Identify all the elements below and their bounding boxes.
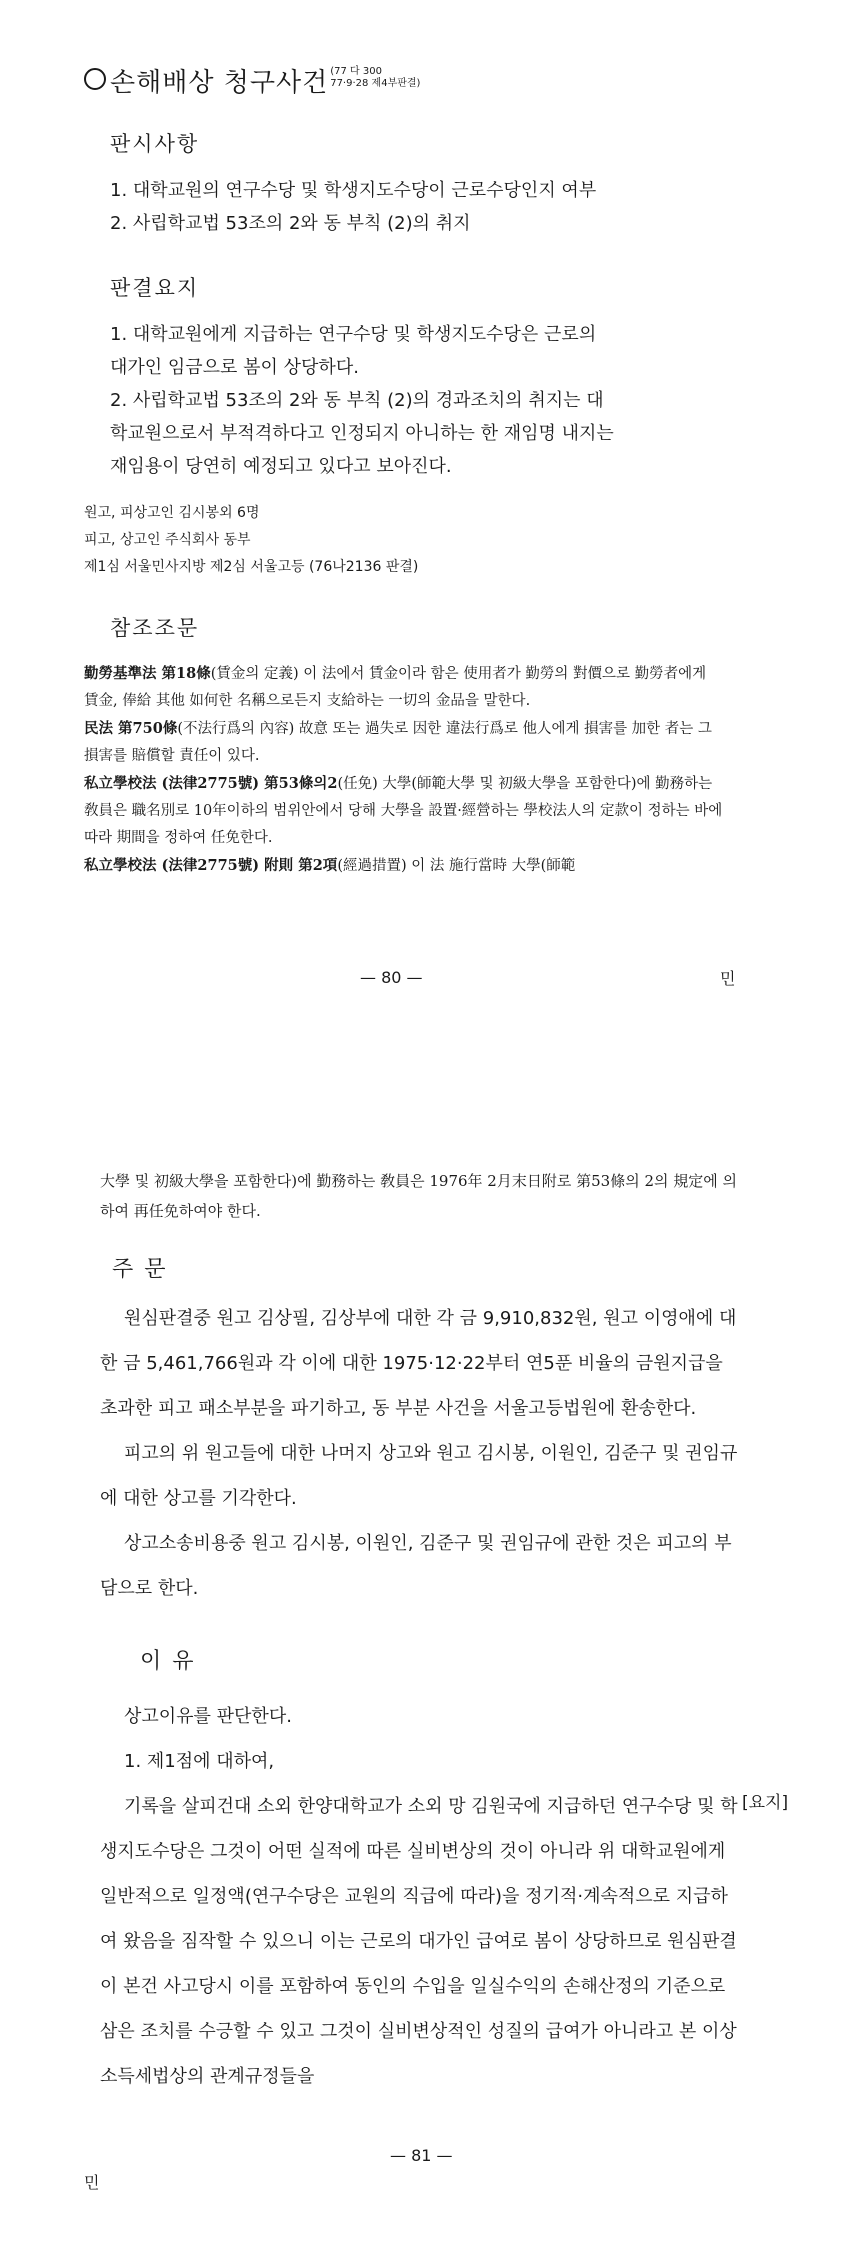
heading-summary: 판결요지 <box>110 276 200 300</box>
ref-item: 私立學校法 (法律2775號) 第53條의2(任免) 大學(師範大學 및 初級大學을 포함한다)에 勤務하는 敎員은 職名別로 10年이하의 범위안에서 당해 大學을 設置·經營하는 學校法人의 定款이 정하는 바에 따라 期間을 정하여 任免한다. <box>84 775 723 846</box>
page-number: — 80 — <box>360 968 423 987</box>
issues-list <box>110 174 730 240</box>
order-paragraph: 원심판결중 원고 김상필, 김상부에 대한 각 금 9,910,832원, 원고 이영애에 대한 금 5,461,766원과 각 이에 대한 1975·12·22부터 연5푼 비율의 금원지급을 초과한 피고 패소부분을 파기하고, 동 부분 사건을 서울고등법원에 환송한다. <box>100 1308 737 1419</box>
ref-item: 民法 第750條(不法行爲의 內容) 故意 또는 過失로 因한 違法行爲로 他人에게 損害를 加한 者는 그 損害를 賠償할 責任이 있다. <box>84 720 712 764</box>
margin-mark: 민 <box>84 2173 100 2192</box>
summary-line: 2. 사립학교법 53조의 2와 동 부칙 (2)의 경과조치의 취지는 대 <box>110 390 604 411</box>
reference-statutes <box>84 660 724 880</box>
margin-mark: 민 <box>720 969 736 988</box>
case-meta <box>330 66 420 90</box>
reason-body: 기록을 살피건대 소외 한양대학교가 소외 망 김원국에 지급하던 연구수당 및 학생지도수당은 그것이 어떤 실적에 따른 실비변상의 것이 아니라 위 대학교원에게 일반적으로 일정액(연구수당은 교원의 직급에 따라)을 정기적·계속적으로 지급하여 왔음을 짐작할 수 있으니 이는 근로의 대가인 급여로 봄이 상당하므로 원심판결이 본건 사고당시 이를 포함하여 동인의 수입을 일실수익의 손해산정의 기준으로 삼은 조치를 수긍할 수 있고 그것이 실비변상적인 성질의 급여가 아니라고 본 이상 소득세법상의 관계규정들을 <box>100 1796 738 2087</box>
heading-issues: 판시사항 <box>110 132 200 156</box>
party-line: 제1심 서울민사지방 제2심 서울고등 (76나2136 판결) <box>84 559 419 575</box>
heading-refs: 참조조문 <box>110 616 200 640</box>
party-line: 원고, 피상고인 김시봉외 6명 <box>84 505 260 521</box>
order-block <box>100 1296 740 1611</box>
issue-item: 2. 사립학교법 53조의 2와 동 부칙 (2)의 취지 <box>110 213 471 234</box>
reason-point: 1. 제1점에 대하여, <box>124 1751 275 1772</box>
page-80 <box>0 0 842 1100</box>
summary-side-note: [요지] <box>742 1793 789 1813</box>
issue-item: 1. 대학교원의 연구수당 및 학생지도수당이 근로수당인지 여부 <box>110 180 597 201</box>
summary-block <box>110 318 730 483</box>
summary-line: 대가인 임금으로 봄이 상당하다. <box>110 357 359 378</box>
page-81 <box>0 1100 842 2242</box>
carry-over-text: 大學 및 初級大學을 포함한다)에 勤務하는 敎員은 1976年 2月末日附로 第53條의 2의 規定에 의하여 再任免하여야 한다. <box>100 1172 738 1220</box>
reason-intro: 상고이유를 판단한다. <box>124 1706 292 1727</box>
case-number: (77 다 300 <box>330 66 382 77</box>
case-title-text: 손해배상 청구사건 <box>110 68 329 98</box>
case-date: 77·9·28 제4부판결) <box>330 78 421 89</box>
summary-line: 학교원으로서 부적격하다고 인정되지 아니하는 한 재임명 내지는 <box>110 423 614 444</box>
ref-item: 勤勞基準法 第18條(賃金의 定義) 이 法에서 賃金이라 함은 使用者가 勤勞의 對價으로 勤勞者에게 賃金, 俸給 其他 如何한 名稱으로든지 支給하는 一切의 金品을 말한다. <box>84 665 707 709</box>
case-title <box>84 62 420 99</box>
summary-line: 재임용이 당연히 예정되고 있다고 보아진다. <box>110 456 452 477</box>
page-number: — 81 — <box>390 2146 453 2165</box>
circle-bullet-icon <box>84 68 106 90</box>
heading-reason: 이 유 <box>140 1649 196 1674</box>
summary-line: 1. 대학교원에게 지급하는 연구수당 및 학생지도수당은 근로의 <box>110 324 597 345</box>
party-line: 피고, 상고인 주식회사 동부 <box>84 532 251 548</box>
reason-block <box>100 1694 740 2099</box>
order-paragraph: 상고소송비용중 원고 김시봉, 이원인, 김준구 및 권임규에 관한 것은 피고의 부담으로 한다. <box>100 1533 732 1599</box>
heading-order: 주 문 <box>112 1257 168 1282</box>
order-paragraph: 피고의 위 원고들에 대한 나머지 상고와 원고 김시봉, 이원인, 김준구 및 권임규에 대한 상고를 기각한다. <box>100 1443 738 1509</box>
ref-item: 私立學校法 (法律2775號) 附則 第2項(經過措置) 이 法 施行當時 大學(師範 <box>84 857 576 874</box>
parties-block <box>84 500 724 581</box>
